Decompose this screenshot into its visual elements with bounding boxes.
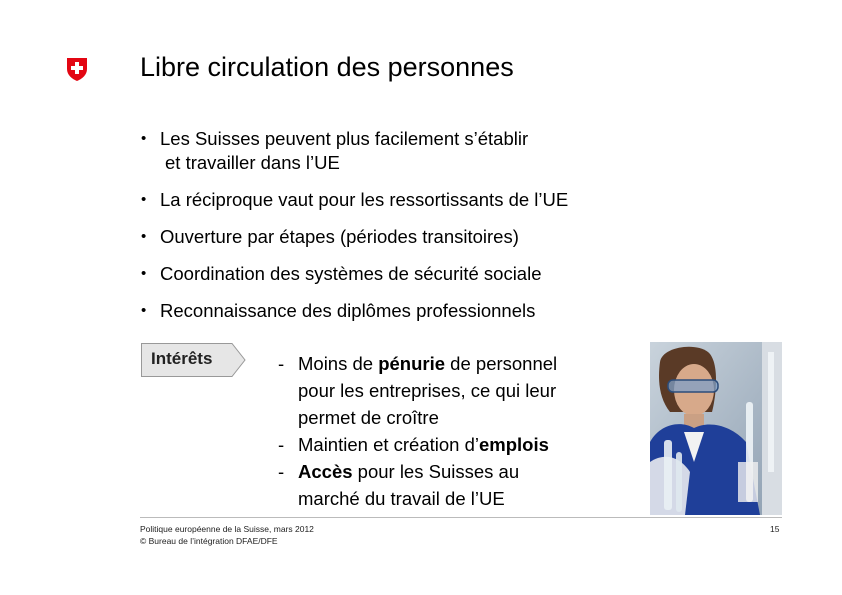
bullet-item: • Reconnaissance des diplômes professionnels [141,299,781,323]
interets-label: Intérêts [151,349,213,368]
footer-line-1: Politique européenne de la Suisse, mars 2012 [140,524,314,534]
footer-divider [140,517,782,518]
interets-list [276,350,557,512]
interets-item: - Moins de pénurie de personnel pour les entreprises, ce qui leur permet de croître [278,353,558,428]
footer-line-2: © Bureau de l’intégration DFAE/DFE [140,536,278,546]
interets-item: - Maintien et création d’emplois [278,434,549,455]
page-number: 15 [770,524,780,534]
bullet-item: • Ouverture par étapes (périodes transitoires) [141,225,781,249]
interets-tag [141,343,246,377]
lab-worker-photo [650,342,782,515]
footer-text [140,523,314,547]
bullet-item: • Les Suisses peuvent plus facilement s’établir et travailler dans l’UE [141,127,781,175]
swiss-shield-logo [66,57,88,82]
bullet-list [141,127,781,336]
bullet-item: • Coordination des systèmes de sécurité sociale [141,262,781,286]
interets-item: - Accès pour les Suisses au marché du travail de l’UE [278,461,520,509]
bullet-item: • La réciproque vaut pour les ressortissants de l’UE [141,188,781,212]
slide-title: Libre circulation des personnes [140,52,514,82]
